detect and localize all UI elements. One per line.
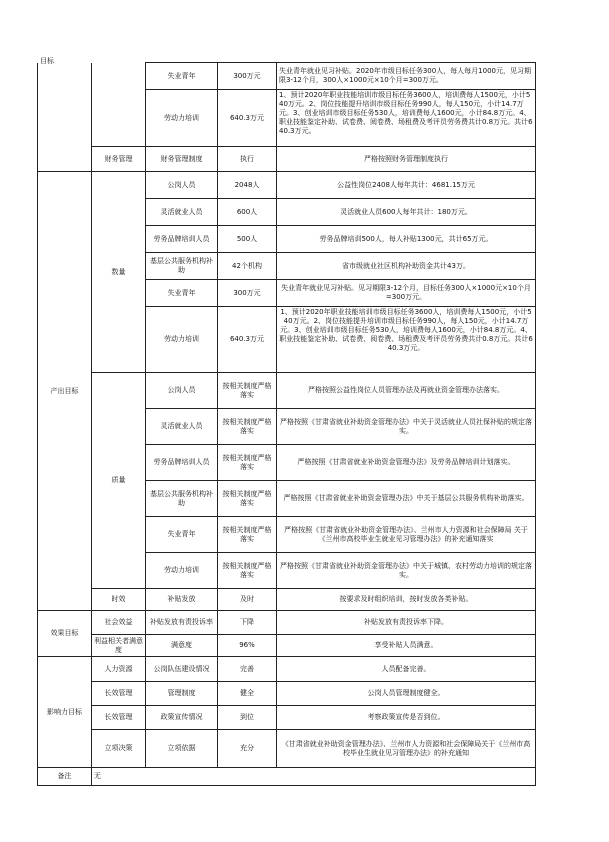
description-cell: 严格按照《甘肃省就业补助资金管理办法》、兰州市人力资源和社会保障局 关于《兰州市高校毕业生就业见习管理办法》的补充通知落实 <box>277 517 536 553</box>
category-cell: 长效管理 <box>92 706 146 730</box>
timeliness-label: 时效 <box>92 589 146 611</box>
table-row <box>38 682 536 706</box>
item-cell: 满意度 <box>146 635 218 657</box>
item-cell: 劳动力培训 <box>146 553 218 589</box>
value-cell: 按相关制度严格落实 <box>218 445 277 481</box>
table-row <box>38 172 536 199</box>
value-cell: 完善 <box>218 657 277 682</box>
table-row <box>38 730 536 768</box>
value-cell: 按相关制度严格落实 <box>218 481 277 517</box>
remarks-label: 备注 <box>38 768 92 786</box>
table-row <box>38 63 536 90</box>
item-cell: 公岗人员 <box>146 172 218 199</box>
value-cell: 96% <box>218 635 277 657</box>
value-cell: 按相关制度严格落实 <box>218 553 277 589</box>
value-cell: 300万元 <box>218 63 277 90</box>
continued-category-cell: 目标 <box>38 63 92 172</box>
value-cell: 600人 <box>218 199 277 226</box>
item-cell: 补贴发放有责投诉率 <box>146 611 218 635</box>
item-cell: 灵活就业人员 <box>146 199 218 226</box>
description-cell: 《甘肃省就业补助资金管理办法》、兰州市人力资源和社会保障局关于《兰州市高校毕业生就业见习管理办法》的补充通知 <box>277 730 536 768</box>
description-cell: 严格按照《甘肃省就业补助资金管理办法》及劳务品牌培训计划落实。 <box>277 445 536 481</box>
item-cell: 政策宣传情况 <box>146 706 218 730</box>
item-cell: 劳动力培训 <box>146 307 218 373</box>
table-row <box>38 611 536 635</box>
table-row <box>38 147 536 172</box>
impact-goals-label: 影响力目标 <box>38 657 92 768</box>
value-cell: 300万元 <box>218 280 277 307</box>
value-cell: 640.3万元 <box>218 307 277 373</box>
description-cell: 1、预计2020年职业技能培训市级目标任务3600人，培训费每人1500元，小计540万元。2、岗位技能提升培训市级目标任务990人，每人150元，小计14.7万元。3、创业培训市级目标任务530人，培训费每人1600元，小计84.8万元。4、职业技能鉴定补助、试卷费、阅卷费、场租费及考评员劳务费共计0.8万元。共计640.3万元。 <box>277 307 536 373</box>
value-cell: 42个机构 <box>218 253 277 280</box>
category-cell: 财务管理 <box>92 147 146 172</box>
table-row <box>38 589 536 611</box>
value-cell: 到位 <box>218 706 277 730</box>
performance-goals-table <box>37 56 536 786</box>
item-cell: 劳务品牌培训人员 <box>146 445 218 481</box>
output-goals-label: 产出目标 <box>38 172 92 611</box>
description-cell: 公岗人员管理制度健全。 <box>277 682 536 706</box>
item-cell: 立项依据 <box>146 730 218 768</box>
item-cell: 劳动力培训 <box>146 90 218 147</box>
item-cell: 基层公共服务机构补助 <box>146 253 218 280</box>
value-cell: 执行 <box>218 147 277 172</box>
description-cell: 补贴发放有责投诉率下降。 <box>277 611 536 635</box>
description-cell: 严格按照财务管理制度执行 <box>277 147 536 172</box>
description-cell: 考察政策宣传是否到位。 <box>277 706 536 730</box>
value-cell: 健全 <box>218 682 277 706</box>
category-cell: 人力资源 <box>92 657 146 682</box>
value-cell: 按相关制度严格落实 <box>218 409 277 445</box>
description-cell: 失业青年就业见习补贴。见习期限3-12个月，目标任务300人×1000元×10个月=300万元。 <box>277 280 536 307</box>
table-row <box>38 373 536 409</box>
remarks-value: 无 <box>92 768 536 786</box>
item-cell: 公岗人员 <box>146 373 218 409</box>
item-cell: 财务管理制度 <box>146 147 218 172</box>
item-cell: 劳务品牌培训人员 <box>146 226 218 253</box>
description-cell: 人员配备完善。 <box>277 657 536 682</box>
value-cell: 640.3万元 <box>218 90 277 147</box>
value-cell: 及时 <box>218 589 277 611</box>
description-cell: 严格按照《甘肃省就业补助资金管理办法》中关于基层公共服务机构补助落实。 <box>277 481 536 517</box>
value-cell: 下降 <box>218 611 277 635</box>
description-cell: 严格按照《甘肃省就业补助资金管理办法》中关于灵活就业人员社保补贴的规定落实。 <box>277 409 536 445</box>
effect-goals-label: 效果目标 <box>38 611 92 657</box>
item-cell: 补贴发放 <box>146 589 218 611</box>
category-cell: 社会效益 <box>92 611 146 635</box>
description-cell: 1、预计2020年职业技能培训市级目标任务3600人，培训费每人1500元，小计540万元。2、岗位技能提升培训市级目标任务990人，每人150元，小计14.7万元。3、创业培训市级目标任务530人，培训费每人1600元，小计84.8万元。4、职业技能鉴定补助、试卷费、阅卷费、场租费及考评员劳务费共计0.8万元。共计640.3万元。 <box>277 90 536 147</box>
value-cell: 2048人 <box>218 172 277 199</box>
description-cell: 享受补贴人员满意。 <box>277 635 536 657</box>
table-row <box>38 706 536 730</box>
item-cell: 失业青年 <box>146 63 218 90</box>
continued-subcategory-cell <box>92 63 146 147</box>
value-cell: 500人 <box>218 226 277 253</box>
quality-label: 质量 <box>92 373 146 589</box>
table-row <box>38 768 536 786</box>
item-cell: 基层公共服务机构补助 <box>146 481 218 517</box>
description-cell: 公益性岗位2408人每年共计：4681.15万元 <box>277 172 536 199</box>
value-cell: 按相关制度严格落实 <box>218 373 277 409</box>
item-cell: 管理制度 <box>146 682 218 706</box>
description-cell: 严格按照公益性岗位人员管理办法及再就业资金管理办法落实。 <box>277 373 536 409</box>
item-cell: 失业青年 <box>146 517 218 553</box>
description-cell: 灵活就业人员600人每年共计：180万元。 <box>277 199 536 226</box>
item-cell: 失业青年 <box>146 280 218 307</box>
table-row <box>38 635 536 657</box>
table-row <box>38 657 536 682</box>
description-cell: 失业青年就业见习补贴。2020年市级目标任务300人，每人每月1000元，见习期限3-12个月，300人×1000元×10个月=300万元。 <box>277 63 536 90</box>
value-cell: 充分 <box>218 730 277 768</box>
description-cell: 劳务品牌培训500人，每人补贴1300元，共计65万元。 <box>277 226 536 253</box>
item-cell: 灵活就业人员 <box>146 409 218 445</box>
item-cell: 公岗队伍建设情况 <box>146 657 218 682</box>
quantity-label: 数量 <box>92 172 146 373</box>
category-cell: 利益相关者满意度 <box>92 635 146 657</box>
description-cell: 严格按照《甘肃省就业补助资金管理办法》中关于城镇、农村劳动力培训的规定落实。 <box>277 553 536 589</box>
category-cell: 长效管理 <box>92 682 146 706</box>
category-cell: 立项决策 <box>92 730 146 768</box>
description-cell: 按要求及时组织培训，按时发放各类补贴。 <box>277 589 536 611</box>
value-cell: 按相关制度严格落实 <box>218 517 277 553</box>
description-cell: 省市级就业社区机构补助资金共计43万。 <box>277 253 536 280</box>
